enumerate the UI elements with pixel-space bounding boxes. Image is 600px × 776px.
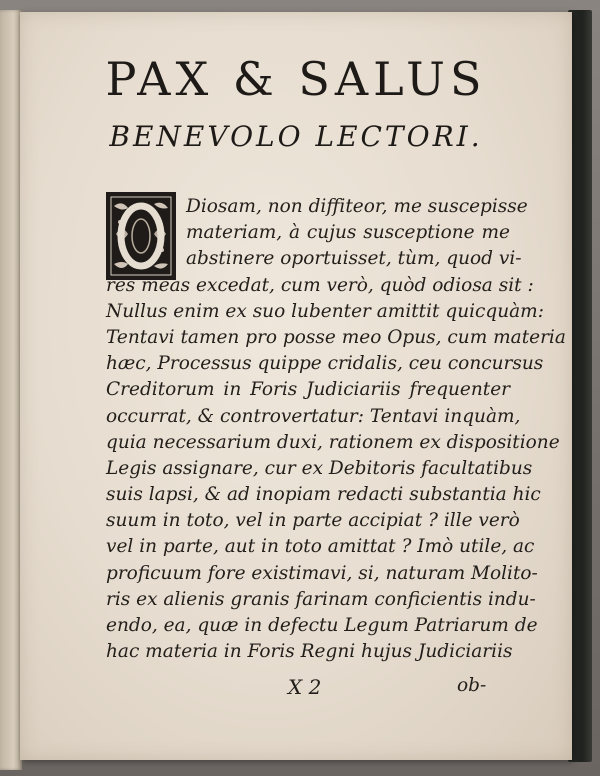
catchword: ob- xyxy=(457,675,487,696)
text-line: res meas excedat, cum verò, quòd odiosa sit : xyxy=(106,274,534,296)
page-subtitle: BENEVOLO LECTORI. xyxy=(109,120,483,153)
text-line: hac materia in Foris Regni hujus Judiciariis xyxy=(106,641,513,663)
body-text xyxy=(106,194,566,665)
text-line: occurrat, & controvertatur: Tentavi inquàm, xyxy=(106,405,521,427)
text-line: vel in parte, aut in toto amittat ? Imò utile, ac xyxy=(106,536,535,558)
text-line: ris ex alienis granis farinam conficientis indu- xyxy=(106,588,536,610)
text-line: materiam, à cujus susceptione me xyxy=(186,222,510,244)
text-line: Legis assignare, cur ex Debitoris facultatibus xyxy=(106,457,533,479)
book-page xyxy=(20,12,572,760)
text-line: Diosam, non diffiteor, me suscepisse xyxy=(186,196,528,217)
text-line: Tentavi tamen pro posse meo Opus, cum materia xyxy=(106,326,566,348)
signature-mark: X 2 xyxy=(288,675,322,699)
text-line: proficuum fore existimavi, si, naturam Molito- xyxy=(106,562,538,584)
text-line: Creditorum in Foris Judiciariis frequenter xyxy=(106,379,510,401)
text-line: abstinere oportuisset, tùm, quod vi- xyxy=(186,248,522,270)
text-line: suis lapsi, & ad inopiam redacti substantia hic xyxy=(106,484,541,506)
text-line: quia necessarium duxi, rationem ex dispositione xyxy=(106,431,560,453)
text-line: hæc, Processus quippe cridalis, ceu concursus xyxy=(106,353,544,375)
text-line: Nullus enim ex suo lubenter amittit quicquàm: xyxy=(106,300,544,322)
text-line: suum in toto, vel in parte accipiat ? ille verò xyxy=(106,510,520,532)
text-line: endo, ea, quæ in defectu Legum Patriarum de xyxy=(106,615,538,636)
page-title: PAX & SALUS xyxy=(105,52,487,106)
previous-page-edge xyxy=(0,10,22,770)
